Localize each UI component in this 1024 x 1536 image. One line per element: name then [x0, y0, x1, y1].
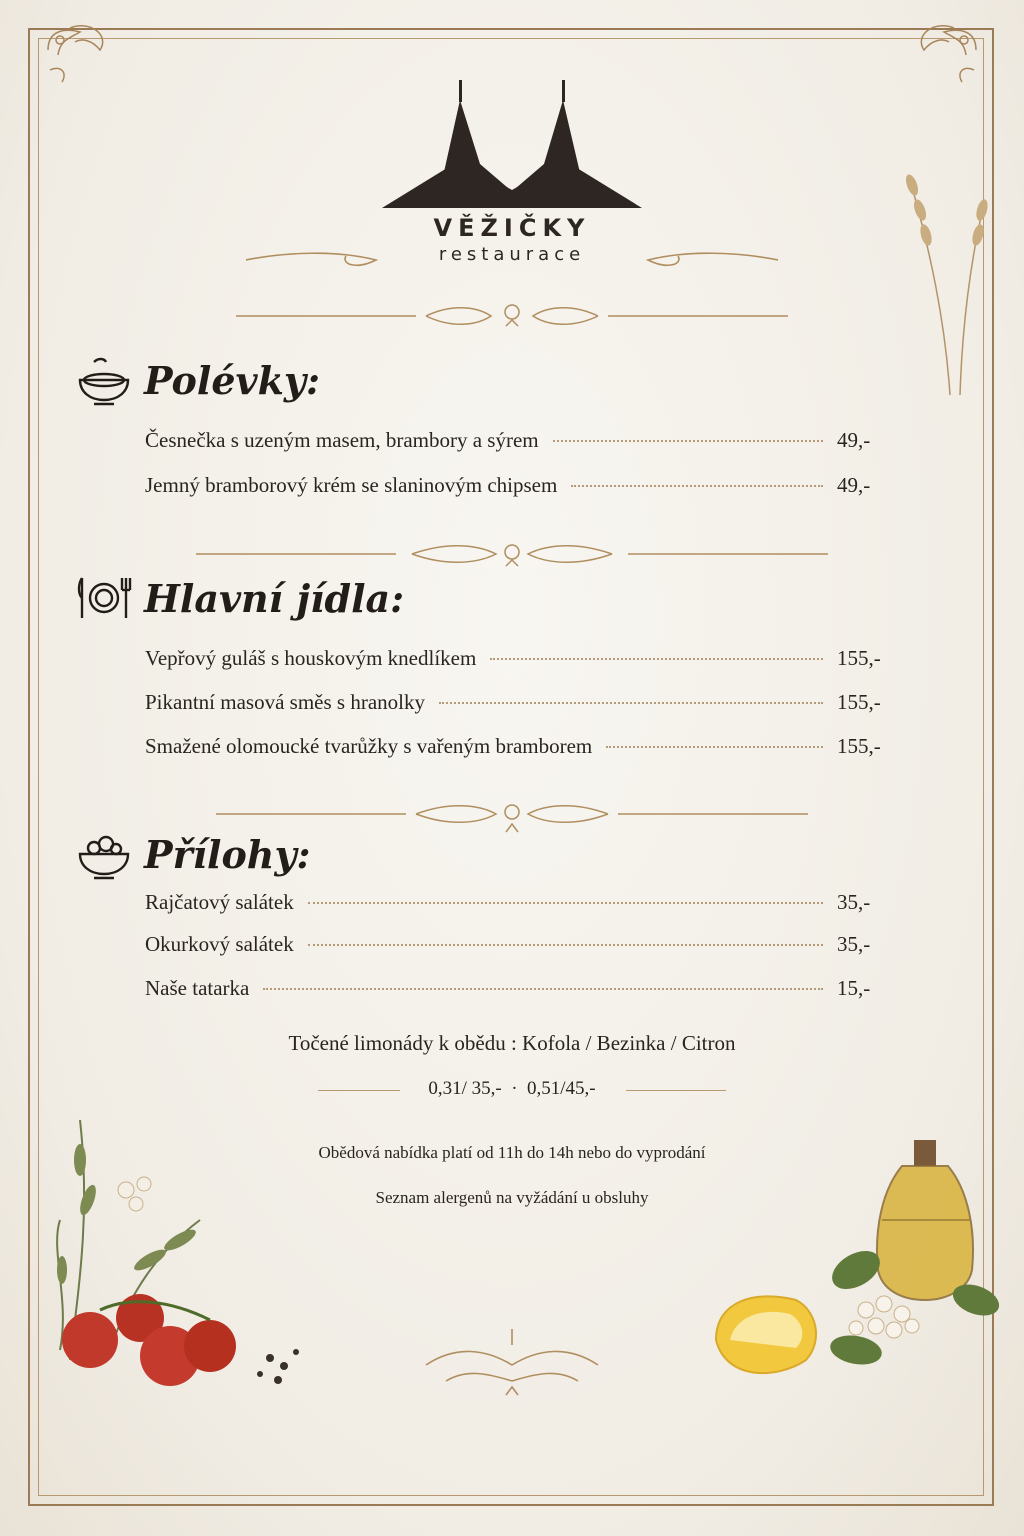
corner-ornament-right — [874, 10, 994, 130]
lunch-hours-note: Obědová nabídka platí od 11h do 14h nebo do vyprodání — [318, 1143, 706, 1162]
menu-item-price: 155,- — [837, 646, 881, 670]
drinks-prices: 0,31/ 35,- · 0,51/45,- — [428, 1078, 596, 1099]
section-soups-header — [76, 352, 320, 408]
menu-item — [145, 428, 885, 458]
menu-item-name: Rajčatový salátek — [145, 890, 294, 914]
menu-item-price: 15,- — [837, 976, 871, 1000]
leader-dots — [308, 944, 823, 946]
logo-flourish — [246, 240, 778, 280]
corner-ornament-left — [30, 10, 150, 130]
menu-item-price: 49,- — [837, 473, 871, 497]
drinks-text: Točené limonády k obědu : Kofola / Bezinka / Citron — [288, 1031, 736, 1055]
leader-dots — [263, 988, 823, 990]
menu-item-price: 35,- — [837, 932, 871, 956]
menu-item-name: Smažené olomoucké tvarůžky s vařeným bramborem — [145, 734, 593, 758]
menu-item-price: 49,- — [837, 428, 871, 452]
leader-dots — [571, 485, 823, 487]
section-sides-header — [76, 826, 311, 882]
menu-item-name: Okurkový salátek — [145, 932, 294, 956]
menu-item — [145, 734, 885, 764]
leader-dots — [490, 658, 823, 660]
menu-item — [145, 932, 885, 962]
menu-item — [145, 690, 885, 720]
section-sides-title: Přílohy: — [144, 831, 311, 877]
allergens-note: Seznam alergenů na vyžádání u obsluhy — [375, 1188, 649, 1207]
tomatoes-herbs-icon — [40, 1100, 320, 1400]
section-soups-title: Polévky: — [144, 357, 321, 403]
divider-top — [236, 298, 788, 334]
leader-dots — [308, 902, 823, 904]
leader-dots — [606, 746, 823, 748]
wheat-icon — [890, 140, 1000, 400]
section-mains-header — [76, 570, 404, 626]
leader-dots — [439, 702, 823, 704]
menu-item — [145, 890, 885, 920]
menu-item-name: Česnečka s uzeným masem, brambory a sýrem — [145, 428, 539, 452]
bottom-flourish — [416, 1325, 608, 1405]
restaurant-subtitle: restaurace — [438, 244, 586, 265]
soup-bowl-icon — [76, 352, 132, 408]
menu-item-name: Naše tatarka — [145, 976, 250, 1000]
salad-bowl-icon — [76, 826, 132, 882]
restaurant-name: VĚŽIČKY — [433, 214, 591, 242]
menu-item — [145, 646, 885, 676]
menu-item-price: 155,- — [837, 690, 881, 714]
menu-item-price: 35,- — [837, 890, 871, 914]
menu-item-name: Vepřový guláš s houskovým knedlíkem — [145, 646, 477, 670]
oil-lemon-flowers-icon — [706, 1100, 1006, 1400]
menu-item-price: 155,- — [837, 734, 881, 758]
plate-cutlery-icon — [76, 570, 132, 626]
menu-item — [145, 473, 885, 503]
divider-1 — [196, 536, 828, 572]
leader-dots — [553, 440, 823, 442]
menu-item-name: Jemný bramborový krém se slaninovým chipsem — [145, 473, 558, 497]
menu-item-name: Pikantní masová směs s hranolky — [145, 690, 425, 714]
section-mains-title: Hlavní jídla: — [144, 575, 405, 621]
menu-item — [145, 976, 885, 1006]
